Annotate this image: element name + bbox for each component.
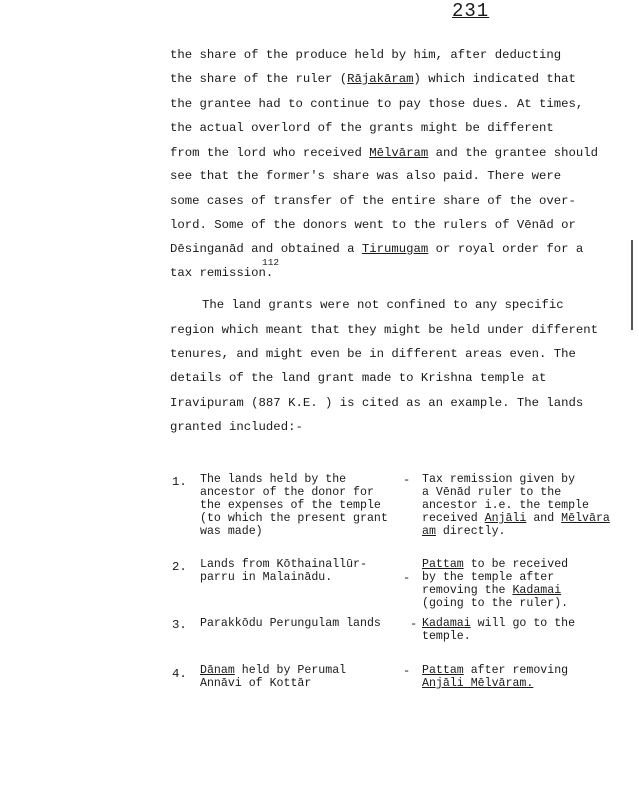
item-left-text: Dānam held by Perumal Annāvi of Kottār (200, 664, 347, 690)
item-number: 2. (172, 560, 187, 574)
item-right-text: Tax remission given by a Vēnād ruler to the ancestor i.e. the temple received Anjāli and Mēlvāra am directly. (422, 473, 610, 538)
item-left-text: Lands from Kōthainallūr- parru in Malainādu. (200, 558, 367, 584)
item-dash: - (403, 664, 411, 678)
item-left-text: Parakkōdu Perungulam lands (200, 617, 381, 630)
term-melvaram: Mēlvāram (369, 146, 429, 160)
paragraph-line: from the lord who received Mēlvāram and the grantee should (170, 146, 599, 160)
item-dash: - (403, 473, 411, 487)
item-right-text: Kadamai will go to the temple. (422, 617, 576, 643)
paragraph-line: Iravipuram (887 K.E. ) is cited as an example. The lands (170, 396, 584, 410)
paragraph-line: the share of the ruler (Rājakāram) which indicated that (170, 72, 576, 86)
paragraph-line: tax remission. (170, 266, 274, 280)
term-rajakaram: Rājakāram (347, 72, 414, 86)
item-number: 4. (172, 667, 187, 681)
paragraph-line: some cases of transfer of the entire share of the over- (170, 194, 576, 208)
page-number: 231 (452, 0, 490, 22)
term-tirumugam: Tirumugam (361, 242, 429, 256)
paragraph-line: details of the land grant made to Krishna temple at (170, 371, 547, 385)
paragraph-line: lord. Some of the donors went to the rulers of Vēnād or (170, 218, 576, 232)
paragraph-line: see that the former's share was also paid. There were (170, 169, 562, 183)
paragraph-line: the grantee had to continue to pay those dues. At times, (170, 97, 584, 111)
footnote-ref: 112 (262, 257, 280, 268)
item-number: 1. (172, 475, 187, 489)
item-dash: - (410, 617, 418, 631)
paragraph-line: granted included:- (170, 420, 303, 434)
scan-mark (631, 240, 633, 330)
item-number: 3. (172, 618, 187, 632)
item-right-text: Pattam after removing Anjāli Mēlvāram. (422, 664, 569, 690)
paragraph-line: Dēsinganād and obtained a Tirumugam or royal order for a (170, 242, 584, 256)
paragraph-line: tenures, and might even be in different areas even. The (170, 347, 576, 361)
paragraph-line: region which meant that they might be held under different (170, 323, 599, 337)
paragraph-line: the share of the produce held by him, after deducting (170, 48, 562, 62)
paragraph-line: the actual overlord of the grants might be different (170, 121, 554, 135)
item-dash: - (403, 571, 411, 585)
item-left-text: The lands held by the ancestor of the donor for the expenses of the temple (to which the present grant was made) (200, 473, 388, 538)
item-right-text: Pattam to be received by the temple after removing the Kadamai (going to the ruler). (422, 558, 569, 610)
paragraph-line: The land grants were not confined to any specific (202, 298, 564, 312)
